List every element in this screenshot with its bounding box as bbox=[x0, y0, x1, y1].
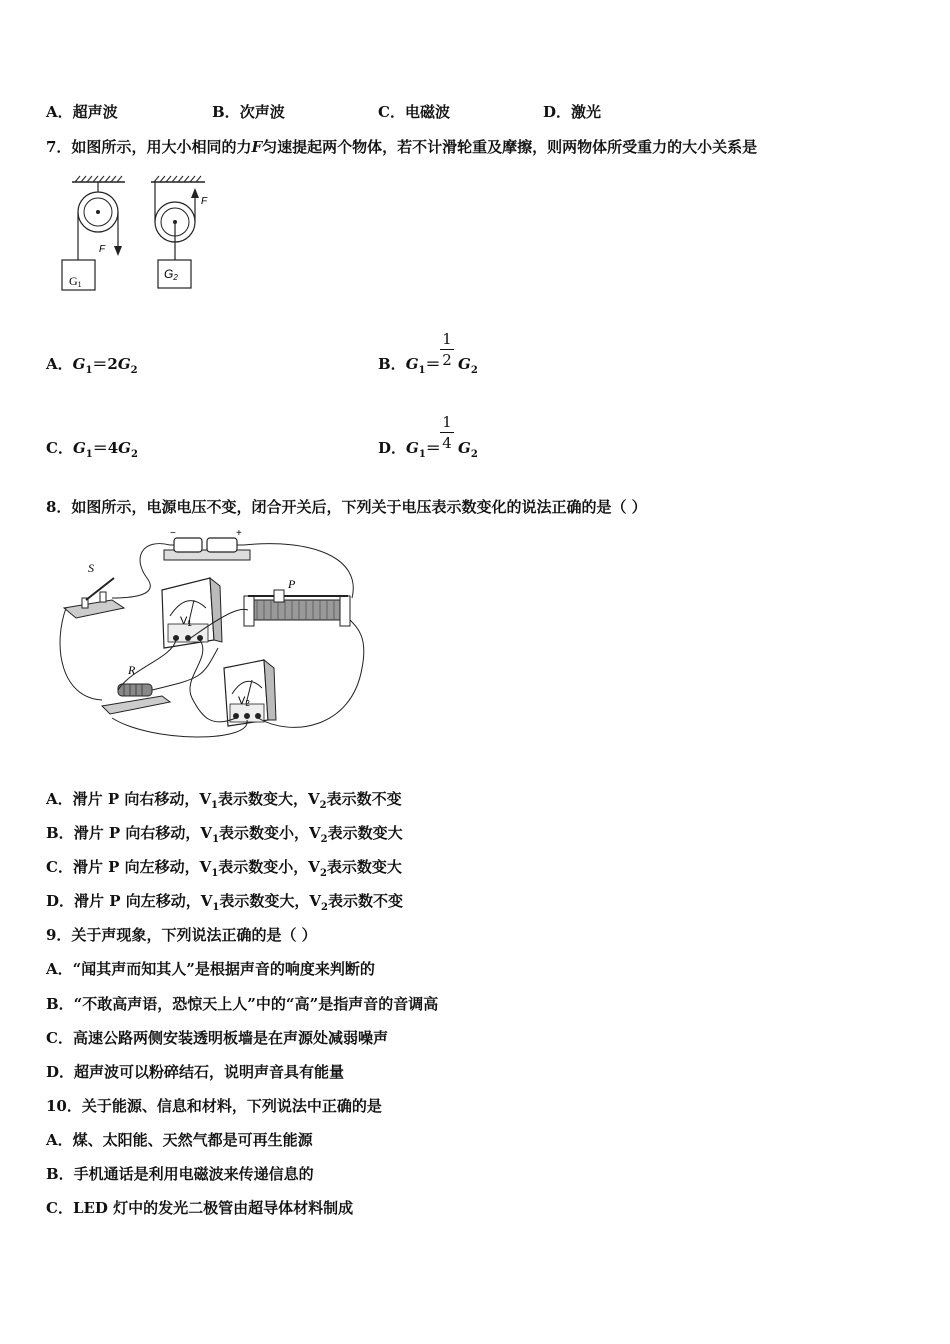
svg-text:+: + bbox=[236, 528, 242, 539]
movable-pulley bbox=[155, 182, 199, 260]
subscript: 2 bbox=[319, 868, 327, 879]
option-letter: D． bbox=[543, 103, 572, 121]
q7-option-b-fraction bbox=[440, 330, 454, 369]
q6-option-a bbox=[46, 102, 118, 122]
equals: ＝4 bbox=[92, 439, 119, 457]
q9-option-b: B．“不敢高声语，恐惊天上人”中的“高”是指声音的音调高 bbox=[46, 995, 439, 1013]
q6-option-b bbox=[212, 102, 285, 122]
option-letter: C． bbox=[378, 103, 405, 121]
equals: ＝2 bbox=[92, 355, 118, 373]
q10-option-a: A．煤、太阳能、天然气都是可再生能源 bbox=[46, 1131, 313, 1149]
option-text: 表示数变大 bbox=[327, 824, 403, 842]
option-letter: A． bbox=[46, 355, 73, 373]
equals: ＝ bbox=[425, 355, 441, 373]
fraction-denominator: 2 bbox=[442, 351, 452, 369]
q7-option-c bbox=[46, 438, 138, 465]
fraction-bar bbox=[440, 432, 454, 433]
svg-text:V2: V2 bbox=[238, 695, 250, 708]
q10-option-c: C．LED 灯中的发光二极管由超导体材料制成 bbox=[46, 1199, 354, 1217]
option-letter: B． bbox=[378, 355, 406, 373]
option-letter: D． bbox=[46, 892, 75, 910]
subscript: 1 bbox=[85, 365, 93, 376]
q7-option-a bbox=[46, 354, 138, 381]
subscript: 1 bbox=[211, 800, 218, 811]
option-text: 表示数不变 bbox=[327, 892, 403, 910]
q9-option-c: C．高速公路两侧安装透明板墙是在声源处减弱噪声 bbox=[46, 1029, 388, 1047]
q8-circuit-figure bbox=[52, 528, 372, 743]
ceiling-left bbox=[72, 176, 125, 182]
q6-option-c bbox=[378, 102, 450, 122]
subscript: 2 bbox=[470, 449, 478, 460]
battery bbox=[164, 528, 250, 560]
option-text: 电磁波 bbox=[404, 103, 450, 121]
q9-stem: 9．关于声现象，下列说法正确的是（ ） bbox=[46, 926, 317, 944]
q7-option-b bbox=[378, 354, 440, 381]
q9-option-a: A．“闻其声而知其人”是根据声音的响度来判断的 bbox=[46, 960, 375, 978]
switch bbox=[64, 561, 124, 618]
symbol-g: G bbox=[72, 355, 86, 373]
option-text: 表示数变小，V bbox=[219, 824, 321, 842]
subscript: 1 bbox=[212, 834, 220, 845]
option-letter: C． bbox=[46, 439, 73, 457]
symbol-g: G bbox=[458, 355, 471, 373]
fraction-numerator: 1 bbox=[442, 330, 452, 348]
q8-option-c bbox=[46, 857, 402, 884]
symbol-g: G bbox=[458, 439, 471, 457]
option-text: 滑片 P 向右移动，V bbox=[72, 790, 212, 808]
svg-text:V1: V1 bbox=[180, 615, 192, 628]
q7-option-d-rhs bbox=[458, 438, 478, 465]
label-f-left: F bbox=[99, 244, 106, 255]
option-text: 超声波 bbox=[72, 103, 118, 121]
subscript: 2 bbox=[320, 834, 328, 845]
subscript: 1 bbox=[211, 868, 219, 879]
svg-text:P: P bbox=[288, 577, 296, 591]
equals: ＝ bbox=[425, 439, 441, 457]
force-symbol: F bbox=[251, 138, 263, 156]
symbol-g: G bbox=[72, 439, 86, 457]
q7-option-b-rhs bbox=[458, 354, 478, 381]
option-text: 滑片 P 向左移动，V bbox=[74, 892, 213, 910]
option-text: 表示数不变 bbox=[326, 790, 402, 808]
subscript: 2 bbox=[319, 800, 327, 811]
symbol-g: G bbox=[405, 355, 419, 373]
subscript: 1 bbox=[85, 449, 93, 460]
option-letter: B． bbox=[46, 824, 74, 842]
option-text: 表示数变小，V bbox=[218, 858, 320, 876]
option-letter: C． bbox=[46, 858, 73, 876]
option-text: 次声波 bbox=[239, 103, 285, 121]
option-text: 表示数变大，V bbox=[217, 790, 320, 808]
svg-text:S: S bbox=[88, 561, 94, 575]
subscript: 1 bbox=[418, 365, 426, 376]
q8-option-b bbox=[46, 823, 403, 850]
option-letter: A． bbox=[46, 790, 73, 808]
subscript: 1 bbox=[212, 902, 220, 913]
subscript: 2 bbox=[130, 365, 138, 376]
q10-stem: 10．关于能源、信息和材料，下列说法中正确的是 bbox=[46, 1097, 382, 1115]
label-g1: G1 bbox=[69, 274, 82, 289]
ceiling-right bbox=[151, 176, 205, 182]
subscript: 2 bbox=[321, 902, 328, 913]
option-letter: A． bbox=[46, 103, 73, 121]
stem-text: 7．如图所示，用大小相同的力 bbox=[46, 138, 252, 156]
fraction-denominator: 4 bbox=[442, 434, 452, 452]
q8-option-a bbox=[46, 789, 402, 816]
label-f-right: F bbox=[201, 196, 208, 207]
label-g2: G2 bbox=[164, 267, 178, 282]
symbol-g: G bbox=[118, 439, 131, 457]
stem-text: 匀速提起两个物体，若不计滑轮重及摩擦，则两物体所受重力的大小关系是 bbox=[262, 138, 758, 156]
option-text: 表示数变大，V bbox=[219, 892, 321, 910]
symbol-g: G bbox=[406, 439, 419, 457]
subscript: 2 bbox=[470, 365, 478, 376]
option-text: 表示数变大 bbox=[326, 858, 402, 876]
svg-text:−: − bbox=[170, 528, 176, 539]
q8-stem: 8．如图所示，电源电压不变，闭合开关后，下列关于电压表示数变化的说法正确的是（ ） bbox=[46, 498, 647, 516]
option-text: 滑片 P 向右移动，V bbox=[73, 824, 213, 842]
svg-text:R: R bbox=[128, 663, 136, 677]
q8-option-d bbox=[46, 891, 403, 918]
q6-option-d bbox=[543, 102, 601, 122]
subscript: 1 bbox=[418, 449, 426, 460]
fraction-numerator: 1 bbox=[442, 413, 452, 431]
fraction-bar bbox=[440, 349, 454, 350]
q10-option-b: B．手机通话是利用电磁波来传递信息的 bbox=[46, 1165, 314, 1183]
option-text: 滑片 P 向左移动，V bbox=[72, 858, 212, 876]
option-letter: B． bbox=[212, 103, 240, 121]
rheostat bbox=[244, 577, 350, 626]
symbol-g: G bbox=[117, 355, 131, 373]
q9-option-d: D．超声波可以粉碎结石，说明声音具有能量 bbox=[46, 1063, 345, 1081]
option-letter: D． bbox=[378, 439, 407, 457]
q7-option-d bbox=[378, 438, 441, 465]
q7-stem bbox=[46, 137, 757, 157]
option-text: 激光 bbox=[571, 103, 602, 121]
voltmeter-v2 bbox=[224, 660, 276, 726]
subscript: 2 bbox=[130, 449, 138, 460]
q7-option-d-fraction bbox=[440, 413, 454, 452]
q7-pulley-figure bbox=[55, 172, 225, 297]
